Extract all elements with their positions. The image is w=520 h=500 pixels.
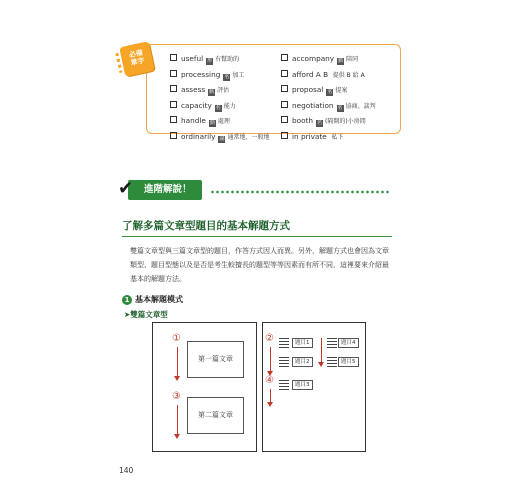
number-badge: 1 (122, 295, 132, 305)
checkbox[interactable] (281, 116, 288, 123)
page-number: 140 (119, 466, 134, 475)
pos-badge: 形 (207, 58, 213, 64)
vocab-word: useful (181, 54, 204, 63)
pos-badge: 動 (338, 58, 344, 64)
vocab-meaning: 處理 (217, 118, 230, 126)
vocab-word: in private (292, 131, 327, 141)
heading-underline (122, 236, 392, 237)
vocab-meaning: 私下 (331, 133, 344, 141)
question-label: 題目5 (338, 357, 359, 367)
vocab-meaning: 加工 (232, 71, 245, 79)
pos-badge: 名 (215, 104, 221, 111)
step-number: ① (172, 333, 181, 344)
vocab-meaning: 提供 B 給 A (332, 71, 365, 79)
vocab-word: proposal (292, 85, 324, 95)
vocab-item (170, 68, 269, 84)
pos-badge: 名 (327, 89, 333, 96)
pos-badge: 名 (317, 120, 323, 127)
vocab-tag-line1: 必備 (128, 48, 144, 60)
checkbox[interactable] (281, 101, 288, 108)
vocab-word: ordinarily (181, 131, 216, 141)
vocab-meaning: 提案 (335, 87, 348, 95)
vocab-word: capacity (181, 100, 212, 110)
vocab-meaning: 陪同 (346, 56, 359, 63)
article-box: 第一篇文章 (187, 341, 244, 378)
lines-icon (279, 338, 289, 348)
pos-badge: 動 (209, 89, 215, 96)
down-arrow-icon (177, 347, 178, 377)
vocab-item (281, 130, 376, 146)
pos-badge: 副 (219, 135, 225, 142)
vocab-column-right (281, 52, 376, 146)
vocab-tag (119, 41, 155, 77)
step-number: ② (265, 333, 274, 344)
down-arrow-icon (270, 347, 271, 372)
vocab-tag-line2: 單字 (129, 56, 146, 68)
vocab-item (281, 68, 376, 84)
vocab-meaning: 能力 (223, 102, 236, 110)
vocab-item (170, 99, 269, 115)
vocab-meaning: 協商、談判 (345, 102, 376, 110)
lines-icon (279, 380, 289, 390)
vocab-item (281, 114, 376, 130)
subheading-basic-mode (122, 294, 183, 305)
vocab-item (170, 114, 269, 130)
vocab-word: accompany (292, 54, 335, 63)
vocab-word: negotiation (292, 100, 334, 110)
section-banner: 進階解說！ (128, 180, 202, 200)
checkbox[interactable] (281, 54, 288, 61)
vocab-word: assess (181, 85, 206, 95)
checkbox[interactable] (170, 54, 177, 61)
checkbox[interactable] (170, 101, 177, 108)
question-label: 題目3 (292, 380, 313, 390)
vocab-meaning: 通常地、一般地 (227, 133, 270, 141)
question-label: 題目4 (338, 338, 359, 348)
check-icon: ✔ (118, 178, 134, 199)
arrow-right-icon: ➤ (124, 310, 131, 319)
pos-badge: 動 (209, 120, 215, 127)
checkbox[interactable] (170, 85, 177, 92)
vocab-item (281, 83, 376, 99)
dotted-divider (210, 189, 390, 195)
checkbox[interactable] (281, 70, 288, 77)
step-number: ③ (172, 391, 181, 402)
checkbox[interactable] (170, 116, 177, 123)
article-box: 第二篇文章 (187, 397, 244, 434)
down-arrow-icon (270, 389, 271, 403)
checkbox[interactable] (170, 132, 177, 139)
subheading-text: 基本解題模式 (135, 295, 183, 304)
pos-badge: 名 (224, 73, 230, 80)
question-label: 題目1 (292, 338, 313, 348)
vocab-word: booth (292, 116, 314, 126)
vocab-word: handle (181, 116, 206, 126)
vocab-item (170, 83, 269, 99)
vocab-column-left (170, 52, 269, 146)
checkbox[interactable] (281, 132, 288, 139)
question-label: 題目2 (292, 357, 313, 367)
pos-badge: 名 (337, 104, 343, 111)
vocab-item (281, 99, 376, 115)
lines-icon (279, 357, 289, 367)
vocab-meaning: (隔開的)小房間 (325, 118, 366, 126)
vocab-item (281, 52, 376, 68)
lines-icon (327, 338, 337, 348)
down-arrow-icon (177, 405, 178, 435)
vocab-word: processing (181, 69, 221, 79)
subheading-text: 雙篇文章型 (130, 310, 168, 319)
step-number: ④ (265, 375, 274, 386)
vocab-meaning: 評估 (217, 87, 230, 95)
vocab-meaning: 有幫助的 (215, 56, 240, 63)
vocab-word: afford A B (292, 69, 329, 79)
lines-icon (327, 357, 337, 367)
checkbox[interactable] (170, 70, 177, 77)
section-heading: 了解多篇文章型題目的基本解題方式 (122, 220, 290, 232)
vocab-item (170, 130, 269, 146)
intro-paragraph: 雙篇文章型與三篇文章型的題目，作答方式因人而異。另外，解題方式也會因為文章類型、題目型態以及是否是考生較擅長的題型等等因素而有所不同，這裡要來介紹最基本的解題方法。 (130, 247, 389, 283)
vocab-item (170, 52, 269, 68)
subheading-two-article (124, 309, 168, 320)
down-arrow-icon (321, 338, 322, 363)
checkbox[interactable] (281, 85, 288, 92)
